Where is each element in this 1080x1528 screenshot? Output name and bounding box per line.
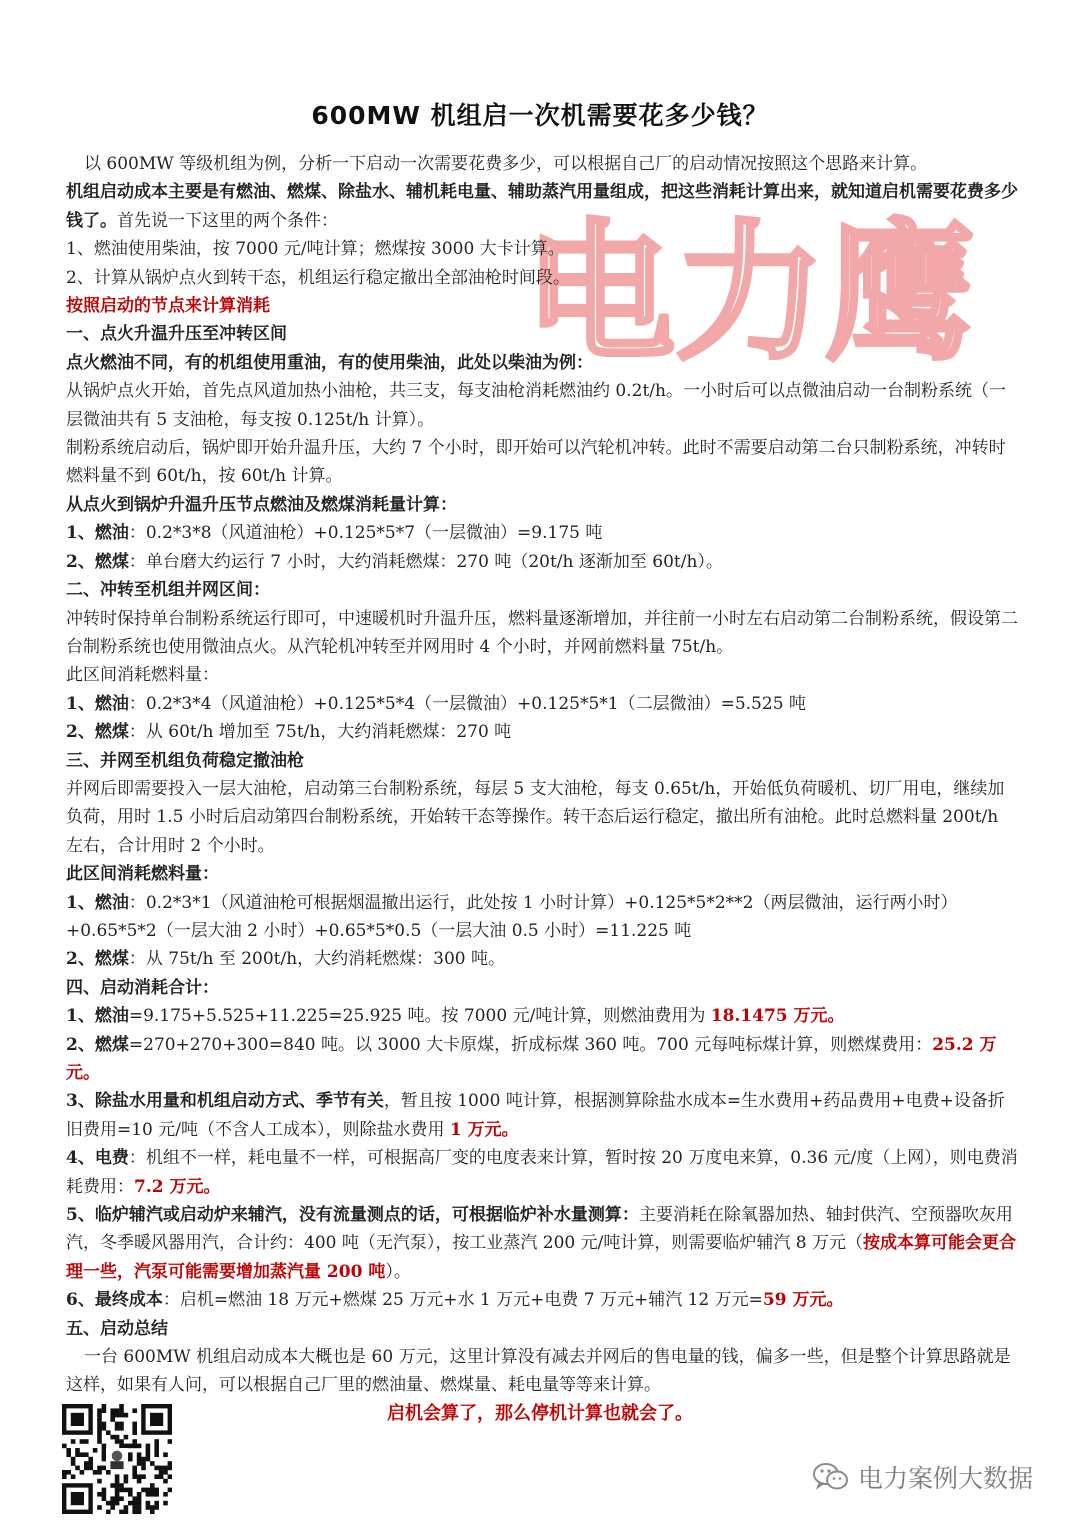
final-cost [66, 1286, 1018, 1314]
coal-text: ：从 75t/h 至 200t/h，大约消耗燃煤：300 吨。 [128, 949, 506, 970]
oil-text: ：0.2*3*4（风道油枪）+0.125*5*4（一层微油）+0.125*5*1（二层微油）=5.525 吨 [128, 693, 806, 714]
total-water [66, 1087, 1018, 1144]
total-coal-cost: 25.2 万元。 [66, 1034, 997, 1083]
section-2-paragraph-1: 冲转时保持单台制粉系统运行即可，中速暖机时升温升压，燃料量逐渐增加，并往前一小时左右启动第二台制粉系统，假设第二台制粉系统也使用微油点火。从汽轮机冲转至并网用时 4 个小时，并网前燃料量 75t/h。 [66, 608, 1018, 657]
final-cost-text: ：启机=燃油 18 万元+燃煤 25 万元+水 1 万元+电费 7 万元+辅汽 12 万元= [162, 1290, 763, 1311]
brand-footer [812, 1460, 1033, 1494]
coal-text: ：单台磨大约运行 7 小时，大约消耗燃煤：270 吨（20t/h 逐渐加至 60t/h）。 [128, 551, 723, 572]
final-cost-label: 6、最终成本 [66, 1290, 163, 1311]
total-steam-text: 主要消耗在除氧器加热、轴封供汽、空预器吹灰用汽，冬季暖风器用汽，合计约：400 吨（无汽泵），按工业蒸汽 200 元/吨计算，则需要临炉辅汽 8 万元（ [66, 1205, 1013, 1254]
section-3-paragraph-1: 并网后即需要投入一层大油枪，启动第三台制粉系统，每层 5 支大油枪，每支 0.65t/h，开始低负荷暖机、切厂用电，继续加负荷，用时 1.5 小时后启动第四台制粉系统，开始转干态等操作。转干态后运行稳定，撤出所有油枪。此时总燃料量 200t/h 左右，合计用时 2 个小时。 [66, 778, 1005, 856]
qr-code-icon[interactable] [62, 1404, 172, 1514]
section-2-heading: 二、冲转至机组并网区间： [66, 580, 270, 601]
closing-line: 启机会算了，那么停机计算也就会了。 [387, 1403, 693, 1424]
brand-name: 电力案例大数据 [858, 1464, 1034, 1493]
coal-label: 2、燃煤 [66, 949, 129, 970]
total-oil-label: 1、燃油 [66, 1006, 129, 1027]
oil-label: 1、燃油 [66, 523, 129, 544]
section-4-heading: 四、启动消耗合计： [66, 977, 219, 998]
section-2-oil [66, 690, 1018, 718]
summary-tail: 首先说一下这里的两个条件： [117, 210, 338, 231]
section-1-calc-heading: 从点火到锅炉升温升压节点燃油及燃煤消耗量计算： [66, 494, 457, 515]
oil-text: ：0.2*3*1（风道油枪可根据烟温撤出运行，此处按 1 小时计算）+0.125*5*2**2（两层微油，运行两小时）+0.65*5*2（一层大油 2 小时）+0.65*5*0.5（一层大油 0.5 小时）=11.225 吨 [66, 892, 958, 941]
section-5-paragraph-1: 一台 600MW 机组启动成本大概也是 60 万元，这里计算没有减去并网后的售电量的钱，偏多一些，但是整个计算思路就是这样，如果有人问，可以根据自己厂里的燃油量、燃煤量、耗电量等等来计算。 [66, 1347, 1011, 1396]
total-steam-note: 按成本算可能会更合理一些，汽泵可能需要增加蒸汽量 200 吨 [66, 1233, 1016, 1282]
oil-label: 1、燃油 [66, 892, 129, 913]
condition-1: 1、燃油使用柴油，按 7000 元/吨计算；燃煤按 3000 大卡计算。 [66, 239, 565, 260]
summary-bold: 机组启动成本主要是有燃油、燃煤、除盐水、辅机耗电量、辅助蒸汽用量组成，把这些消耗计算出来，就知道启机需要花费多少钱了。 [66, 182, 1018, 231]
coal-label: 2、燃煤 [66, 722, 129, 743]
total-coal-text: =270+270+300=840 吨。以 3000 大卡原煤，折成标煤 360 吨。700 元每吨标煤计算，则燃煤费用： [128, 1034, 933, 1055]
summary-paragraph [66, 178, 1018, 235]
section-2-sub: 此区间消耗燃料量： [66, 665, 219, 686]
total-water-label: 3、除盐水用量和机组启动方式、季节有关 [66, 1091, 384, 1112]
section-5-heading: 五、启动总结 [66, 1318, 168, 1339]
article-body [66, 150, 1018, 1400]
section-3-sub: 此区间消耗燃料量： [66, 864, 219, 885]
section-3-oil [66, 889, 1018, 946]
coal-text: ：从 60t/h 增加至 75t/h，大约消耗燃煤：270 吨 [128, 722, 512, 743]
section-1-coal [66, 548, 1018, 576]
total-oil-cost: 18.1475 万元。 [710, 1006, 845, 1027]
section-1-oil [66, 519, 1018, 547]
total-power-cost: 7.2 万元。 [134, 1176, 221, 1197]
wechat-icon [812, 1461, 850, 1493]
node-heading: 按照启动的节点来计算消耗 [66, 296, 270, 317]
section-1-paragraph-1: 从锅炉点火开始，首先点风道加热小油枪，共三支，每支油枪消耗燃油约 0.2t/h。一小时后可以点微油启动一台制粉系统（一层微油共有 5 支油枪，每支按 0.125t/h 计算）。 [66, 381, 1006, 430]
watermark-text: 电力鹰 [524, 205, 976, 380]
total-coal [66, 1031, 1018, 1088]
oil-text: ：0.2*3*8（风道油枪）+0.125*5*7（一层微油）=9.175 吨 [128, 523, 603, 544]
total-power-text: ：机组不一样，耗电量不一样，可根据高厂变的电度表来计算，暂时按 20 万度电来算，0.36 元/度（上网），则电费消耗费用： [66, 1148, 1018, 1197]
total-power [66, 1144, 1018, 1201]
intro-paragraph: 以 600MW 等级机组为例，分析一下启动一次需要花费多少，可以根据自己厂的启动情况按照这个思路来计算。 [84, 154, 928, 174]
section-2-coal [66, 718, 1018, 746]
total-oil-text: =9.175+5.525+11.225=25.925 吨。按 7000 元/吨计算，则燃油费用为 [128, 1006, 711, 1027]
section-3-coal [66, 945, 1018, 973]
total-steam-label: 5、临炉辅汽或启动炉来辅汽，没有流量测点的话，可根据临炉补水量测算： [66, 1205, 639, 1226]
total-coal-label: 2、燃煤 [66, 1034, 129, 1055]
page-title: 600MW 机组启一次机需要花多少钱？ [311, 101, 769, 130]
coal-label: 2、燃煤 [66, 551, 129, 572]
section-1-paragraph-2: 制粉系统启动后，锅炉即开始升温升压，大约 7 个小时，即开始可以汽轮机冲转。此时不需要启动第二台只制粉系统，冲转时燃料量不到 60t/h，按 60t/h 计算。 [66, 438, 1006, 487]
total-water-text: ，暂且按 1000 吨计算，根据测算除盐水成本=生水费用+药品费用+电费+设备折旧费用=10 元/吨（不含人工成本），则除盐水费用 [66, 1091, 1005, 1140]
total-power-label: 4、电费 [66, 1148, 129, 1169]
total-steam [66, 1201, 1018, 1286]
total-water-cost: 1 万元。 [449, 1119, 519, 1140]
section-1-sub: 点火燃油不同，有的机组使用重油，有的使用柴油，此处以柴油为例： [66, 352, 593, 373]
section-3-heading: 三、并网至机组负荷稳定撤油枪 [66, 750, 304, 771]
oil-label: 1、燃油 [66, 693, 129, 714]
total-steam-end: ）。 [385, 1261, 411, 1282]
section-1-heading: 一、点火升温升压至冲转区间 [66, 324, 287, 345]
final-cost-value: 59 万元。 [762, 1290, 844, 1311]
condition-2: 2、计算从锅炉点火到转干态，机组运行稳定撤出全部油枪时间段。 [66, 267, 570, 288]
total-oil [66, 1002, 1018, 1030]
